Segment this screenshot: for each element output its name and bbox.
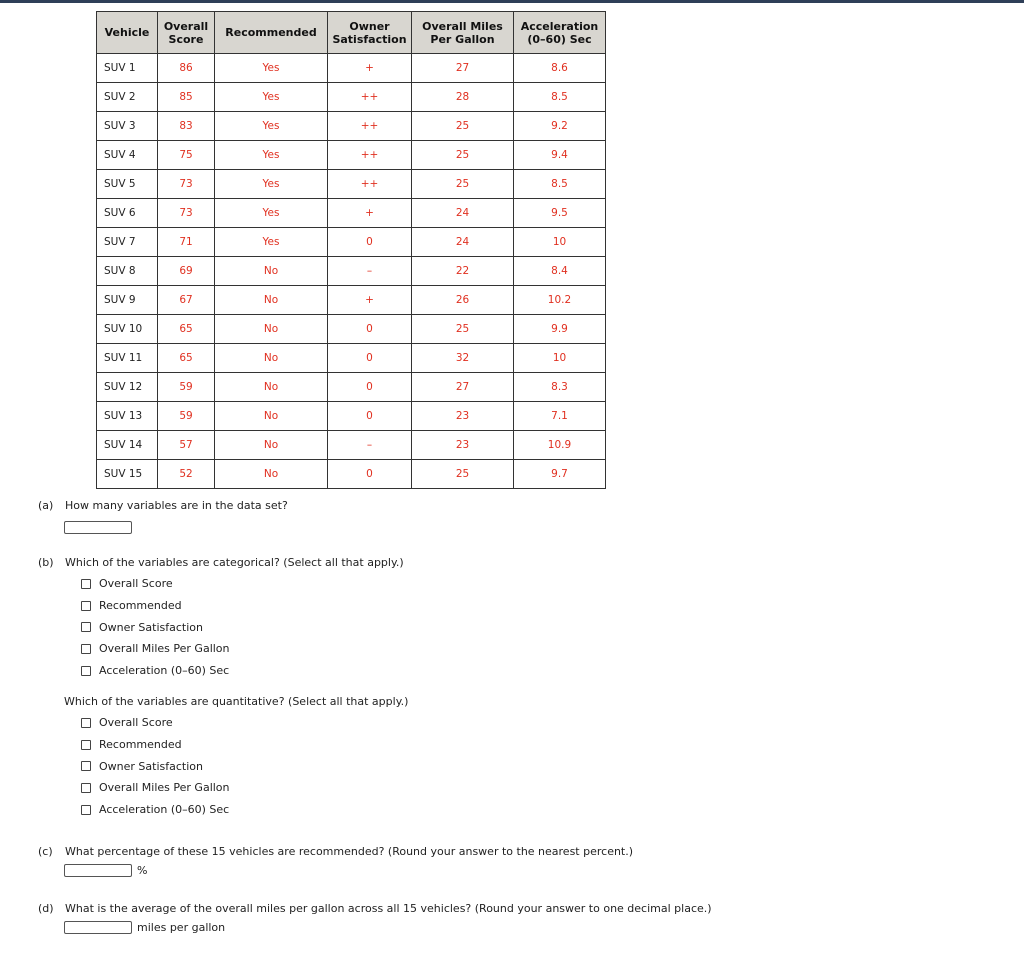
option-label: Overall Miles Per Gallon xyxy=(99,642,230,656)
option-label: Overall Score xyxy=(99,577,173,591)
option-label: Overall Miles Per Gallon xyxy=(99,781,230,795)
vehicle-cell: SUV 15 xyxy=(97,460,158,489)
acceleration-cell: 7.1 xyxy=(514,402,606,431)
quantitative-option[interactable] xyxy=(81,712,230,734)
mpg-unit: miles per gallon xyxy=(137,921,226,934)
recommended-cell: Yes xyxy=(215,228,328,257)
recommended-cell: Yes xyxy=(215,170,328,199)
acceleration-cell: 9.2 xyxy=(514,112,606,141)
vehicle-cell: SUV 1 xyxy=(97,54,158,83)
checkbox[interactable] xyxy=(81,644,91,654)
owner-satisfaction-cell: ++ xyxy=(328,112,412,141)
owner-satisfaction-cell: 0 xyxy=(328,228,412,257)
checkbox[interactable] xyxy=(81,718,91,728)
acceleration-cell: 10.2 xyxy=(514,286,606,315)
question-b-quantitative-text: Which of the variables are quantitative? (Select all that apply.) xyxy=(64,695,409,708)
table-row xyxy=(97,228,606,257)
checkbox[interactable] xyxy=(81,761,91,771)
checkbox[interactable] xyxy=(81,622,91,632)
overall-score-cell: 73 xyxy=(158,170,215,199)
question-b-label: (b) xyxy=(38,556,54,569)
mpg-cell: 25 xyxy=(412,315,514,344)
vehicle-cell: SUV 12 xyxy=(97,373,158,402)
mpg-cell: 24 xyxy=(412,199,514,228)
overall-score-cell: 59 xyxy=(158,373,215,402)
recommended-cell: No xyxy=(215,373,328,402)
mpg-cell: 26 xyxy=(412,286,514,315)
vehicle-cell: SUV 14 xyxy=(97,431,158,460)
overall-score-cell: 83 xyxy=(158,112,215,141)
owner-satisfaction-cell: 0 xyxy=(328,373,412,402)
checkbox[interactable] xyxy=(81,805,91,815)
categorical-option[interactable] xyxy=(81,573,230,595)
table-row xyxy=(97,54,606,83)
acceleration-cell: 9.5 xyxy=(514,199,606,228)
overall-score-cell: 57 xyxy=(158,431,215,460)
recommended-cell: No xyxy=(215,431,328,460)
overall-score-cell: 73 xyxy=(158,199,215,228)
header-owner-satisfaction: Owner Satisfaction xyxy=(328,12,412,54)
mpg-cell: 23 xyxy=(412,402,514,431)
owner-satisfaction-cell: 0 xyxy=(328,402,412,431)
question-a-label: (a) xyxy=(38,499,54,512)
option-label: Recommended xyxy=(99,599,182,613)
question-c-label: (c) xyxy=(38,845,53,858)
owner-satisfaction-cell: + xyxy=(328,199,412,228)
header-acceleration: Acceleration (0–60) Sec xyxy=(514,12,606,54)
checkbox[interactable] xyxy=(81,740,91,750)
table-row xyxy=(97,199,606,228)
owner-satisfaction-cell: 0 xyxy=(328,460,412,489)
vehicle-cell: SUV 5 xyxy=(97,170,158,199)
mpg-cell: 28 xyxy=(412,83,514,112)
owner-satisfaction-cell: 0 xyxy=(328,315,412,344)
quantitative-options xyxy=(81,712,230,820)
overall-score-cell: 52 xyxy=(158,460,215,489)
recommended-cell: Yes xyxy=(215,54,328,83)
owner-satisfaction-cell: – xyxy=(328,257,412,286)
recommended-cell: No xyxy=(215,257,328,286)
vehicle-cell: SUV 8 xyxy=(97,257,158,286)
option-label: Acceleration (0–60) Sec xyxy=(99,803,230,817)
acceleration-cell: 8.5 xyxy=(514,83,606,112)
table-body xyxy=(97,54,606,489)
table-row xyxy=(97,344,606,373)
mpg-cell: 24 xyxy=(412,228,514,257)
question-c-text: What percentage of these 15 vehicles are recommended? (Round your answer to the nearest percent.) xyxy=(65,845,634,858)
overall-score-cell: 65 xyxy=(158,315,215,344)
average-mpg-input[interactable] xyxy=(64,921,132,934)
suv-data-table xyxy=(96,11,606,489)
recommended-cell: No xyxy=(215,402,328,431)
option-label: Owner Satisfaction xyxy=(99,620,203,634)
vehicle-cell: SUV 4 xyxy=(97,141,158,170)
mpg-cell: 22 xyxy=(412,257,514,286)
mpg-cell: 25 xyxy=(412,460,514,489)
overall-score-cell: 86 xyxy=(158,54,215,83)
mpg-cell: 27 xyxy=(412,373,514,402)
acceleration-cell: 10 xyxy=(514,228,606,257)
header-overall-score: Overall Score xyxy=(158,12,215,54)
table-row xyxy=(97,402,606,431)
overall-score-cell: 65 xyxy=(158,344,215,373)
table-row xyxy=(97,373,606,402)
vehicle-cell: SUV 7 xyxy=(97,228,158,257)
mpg-cell: 27 xyxy=(412,54,514,83)
mpg-cell: 32 xyxy=(412,344,514,373)
overall-score-cell: 85 xyxy=(158,83,215,112)
owner-satisfaction-cell: + xyxy=(328,286,412,315)
owner-satisfaction-cell: + xyxy=(328,54,412,83)
percentage-input[interactable] xyxy=(64,864,132,877)
acceleration-cell: 8.5 xyxy=(514,170,606,199)
acceleration-cell: 9.7 xyxy=(514,460,606,489)
header-vehicle: Vehicle xyxy=(97,12,158,54)
recommended-cell: No xyxy=(215,315,328,344)
recommended-cell: No xyxy=(215,460,328,489)
table-row xyxy=(97,315,606,344)
overall-score-cell: 59 xyxy=(158,402,215,431)
question-d-text: What is the average of the overall miles per gallon across all 15 vehicles? (Round your answer to one decimal place.) xyxy=(65,902,712,915)
acceleration-cell: 8.3 xyxy=(514,373,606,402)
table-row xyxy=(97,286,606,315)
categorical-option[interactable] xyxy=(81,616,230,638)
quantitative-option[interactable] xyxy=(81,755,230,777)
acceleration-cell: 8.6 xyxy=(514,54,606,83)
table-row xyxy=(97,257,606,286)
quantitative-option[interactable] xyxy=(81,777,230,799)
checkbox[interactable] xyxy=(81,666,91,676)
vehicle-cell: SUV 2 xyxy=(97,83,158,112)
quantitative-option[interactable] xyxy=(81,734,230,756)
categorical-options xyxy=(81,573,230,681)
vehicle-cell: SUV 3 xyxy=(97,112,158,141)
owner-satisfaction-cell: ++ xyxy=(328,141,412,170)
table-row xyxy=(97,141,606,170)
header-recommended: Recommended xyxy=(215,12,328,54)
data-table-container xyxy=(96,11,606,489)
owner-satisfaction-cell: ++ xyxy=(328,170,412,199)
acceleration-cell: 10 xyxy=(514,344,606,373)
table-row xyxy=(97,460,606,489)
question-d xyxy=(38,902,712,915)
option-label: Owner Satisfaction xyxy=(99,759,203,773)
mpg-cell: 25 xyxy=(412,112,514,141)
top-border xyxy=(0,0,1024,3)
checkbox[interactable] xyxy=(81,783,91,793)
option-label: Acceleration (0–60) Sec xyxy=(99,664,230,678)
mpg-cell: 25 xyxy=(412,141,514,170)
categorical-option[interactable] xyxy=(81,595,230,617)
question-a-text: How many variables are in the data set? xyxy=(65,499,288,512)
question-c xyxy=(38,845,633,858)
question-a xyxy=(38,499,288,512)
variables-count-input[interactable] xyxy=(64,521,132,534)
overall-score-cell: 75 xyxy=(158,141,215,170)
overall-score-cell: 69 xyxy=(158,257,215,286)
table-header-row xyxy=(97,12,606,54)
owner-satisfaction-cell: ++ xyxy=(328,83,412,112)
table-row xyxy=(97,170,606,199)
recommended-cell: Yes xyxy=(215,83,328,112)
recommended-cell: No xyxy=(215,286,328,315)
owner-satisfaction-cell: – xyxy=(328,431,412,460)
option-label: Recommended xyxy=(99,738,182,752)
recommended-cell: Yes xyxy=(215,112,328,141)
acceleration-cell: 8.4 xyxy=(514,257,606,286)
percent-unit: % xyxy=(137,864,148,877)
owner-satisfaction-cell: 0 xyxy=(328,344,412,373)
table-row xyxy=(97,83,606,112)
overall-score-cell: 71 xyxy=(158,228,215,257)
question-b xyxy=(38,556,404,569)
vehicle-cell: SUV 10 xyxy=(97,315,158,344)
categorical-option[interactable] xyxy=(81,638,230,660)
quantitative-option[interactable] xyxy=(81,799,230,821)
vehicle-cell: SUV 9 xyxy=(97,286,158,315)
recommended-cell: Yes xyxy=(215,199,328,228)
header-overall-mpg: Overall Miles Per Gallon xyxy=(412,12,514,54)
acceleration-cell: 9.9 xyxy=(514,315,606,344)
recommended-cell: Yes xyxy=(215,141,328,170)
recommended-cell: No xyxy=(215,344,328,373)
option-label: Overall Score xyxy=(99,716,173,730)
vehicle-cell: SUV 11 xyxy=(97,344,158,373)
vehicle-cell: SUV 13 xyxy=(97,402,158,431)
acceleration-cell: 10.9 xyxy=(514,431,606,460)
mpg-cell: 23 xyxy=(412,431,514,460)
question-d-label: (d) xyxy=(38,902,54,915)
mpg-cell: 25 xyxy=(412,170,514,199)
acceleration-cell: 9.4 xyxy=(514,141,606,170)
overall-score-cell: 67 xyxy=(158,286,215,315)
question-b-text: Which of the variables are categorical? (Select all that apply.) xyxy=(65,556,404,569)
checkbox[interactable] xyxy=(81,601,91,611)
vehicle-cell: SUV 6 xyxy=(97,199,158,228)
categorical-option[interactable] xyxy=(81,660,230,682)
table-row xyxy=(97,112,606,141)
table-row xyxy=(97,431,606,460)
checkbox[interactable] xyxy=(81,579,91,589)
